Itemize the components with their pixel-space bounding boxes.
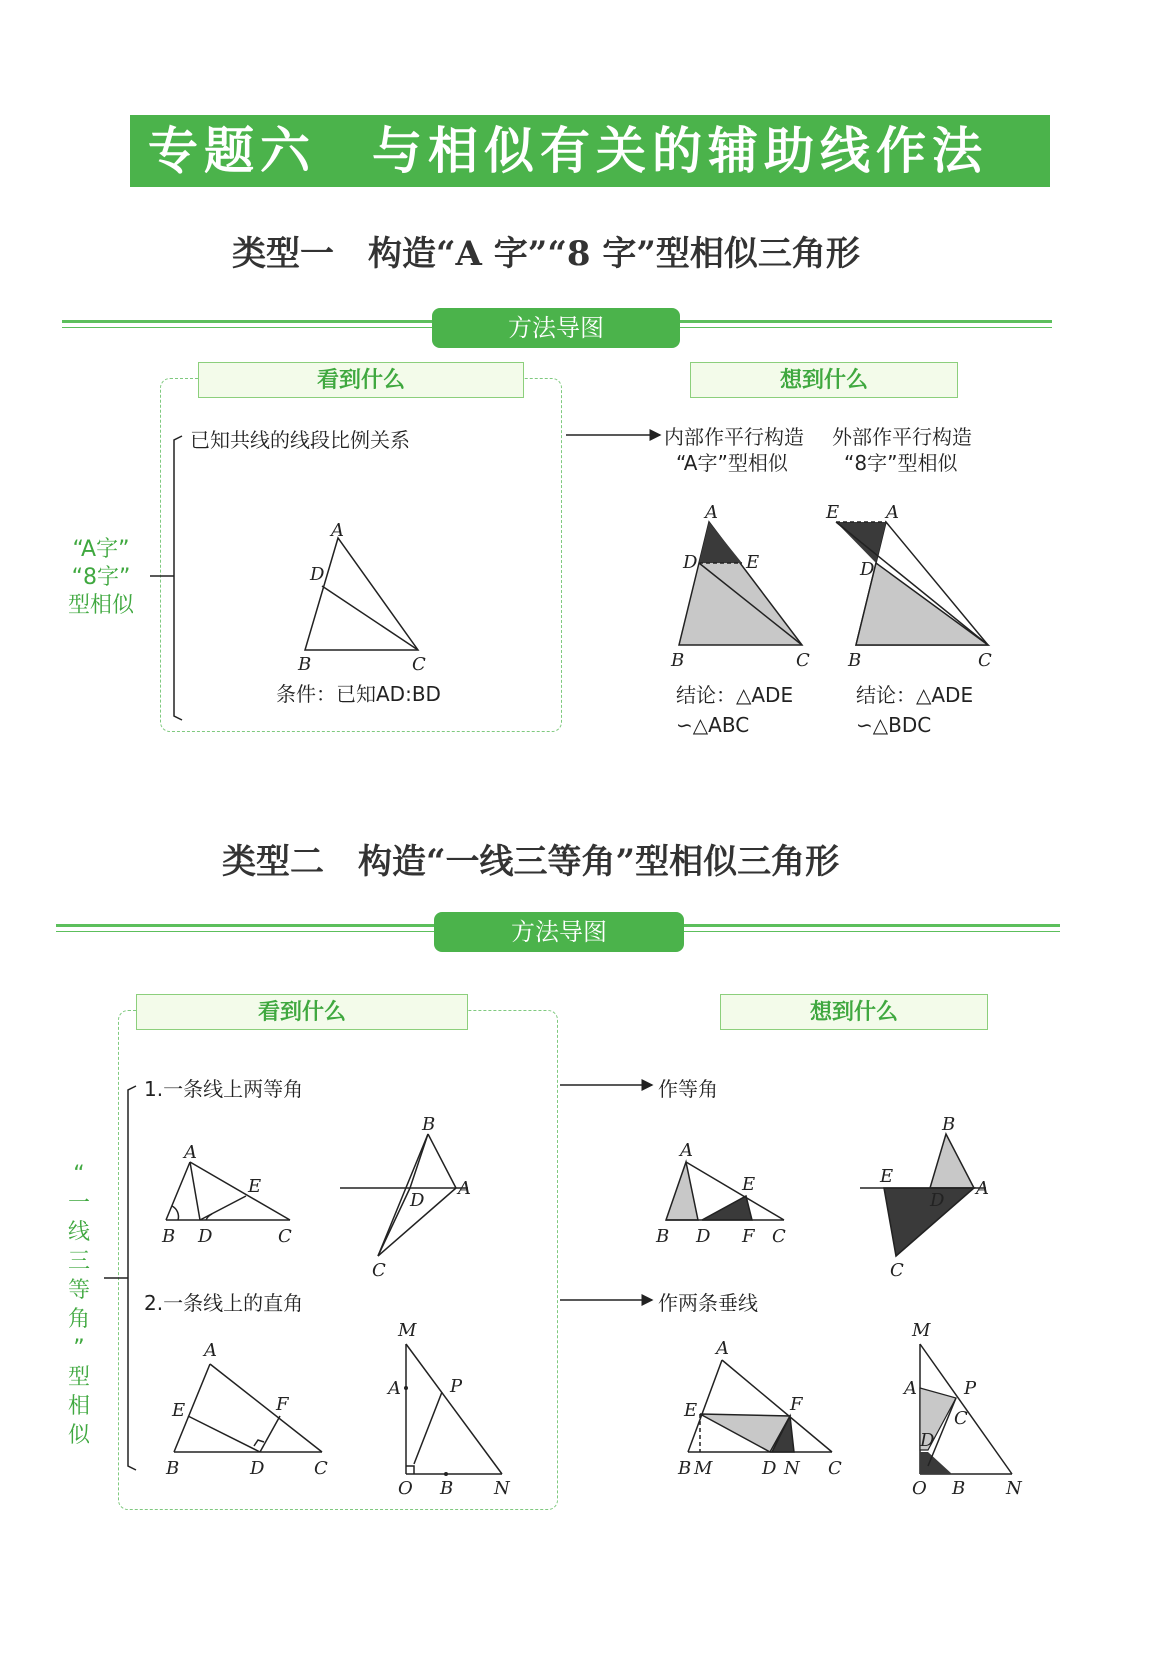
label-A: A [886,502,899,523]
label-D: D [198,1226,213,1247]
label-B: B [848,650,862,671]
label-M: M [694,1458,713,1479]
type1-condition-text: 已知共线的线段比例关系 [190,428,410,452]
label-D: D [930,1190,945,1211]
label-D: D [310,564,325,585]
label-F: F [790,1394,803,1415]
type2-fig-result-right-1 [688,1360,832,1452]
type2-item2-result: 作两条垂线 [658,1291,758,1315]
label-E: E [248,1176,262,1197]
type1-side-label: “A字” “8字” 型相似 [67,537,134,618]
label-E: E [880,1166,894,1187]
label-B: B [440,1478,454,1499]
label-D: D [762,1458,777,1479]
point-B [444,1472,448,1476]
label-A: A [458,1178,471,1199]
label-B: B [656,1226,670,1247]
label-D: D [696,1226,711,1247]
label-C: C [412,654,426,675]
label-B: B [952,1478,966,1499]
label-O: O [912,1478,927,1499]
type2-fig-equal-angles-1 [166,1162,290,1220]
label-A: A [716,1338,729,1359]
label-C: C [978,650,992,671]
type2-bracket [128,1086,136,1470]
type2-fig-equal-angles-2 [340,1134,468,1256]
type2-fig-result-1 [666,1162,784,1220]
label-C: C [278,1226,292,1247]
point-A [404,1386,408,1390]
label-B: B [942,1114,956,1135]
label-D: D [683,552,698,573]
label-A: A [976,1178,989,1199]
label-D: D [920,1430,935,1451]
label-B: B [678,1458,692,1479]
page-title: 专题六 与相似有关的辅助线作法 [130,115,1050,187]
label-B: B [162,1226,176,1247]
label-C: C [828,1458,842,1479]
type1-think-tag: 想到什么 [690,362,958,398]
label-D: D [860,559,875,580]
label-C: C [796,650,810,671]
label-A: A [388,1378,401,1399]
type1-result-a-conclusion: 结论：△ADE ∽△ABC [676,683,794,737]
type1-result-b-title: 外部作平行构造 “8字”型相似 [832,425,972,475]
label-C: C [314,1458,328,1479]
type2-side-label: “ 一 线 三 等 角 ” 型 相 似 [67,1162,90,1448]
type2-item2: 2.一条线上的直角 [144,1291,304,1315]
type1-condition-caption: 条件：已知AD:BD [276,682,441,706]
label-E: E [742,1174,756,1195]
type2-heading: 类型二 构造“一线三等角”型相似三角形 [222,842,840,882]
type1-result-a-title: 内部作平行构造 “A字”型相似 [664,425,804,475]
label-C: C [772,1226,786,1247]
label-A: A [680,1140,693,1161]
label-A: A [904,1378,917,1399]
type2-item1-result: 作等角 [658,1077,718,1101]
label-B: B [671,650,685,671]
type1-band-label: 方法导图 [432,308,680,348]
label-N: N [784,1458,800,1479]
type2-see-tag: 看到什么 [136,994,468,1030]
type2-band-label: 方法导图 [434,912,684,952]
label-F: F [742,1226,755,1247]
type1-result-b-conclusion: 结论：△ADE ∽△BDC [856,683,974,737]
label-A: A [705,502,718,523]
label-A: A [204,1340,217,1361]
label-C: C [890,1260,904,1281]
label-A: A [184,1142,197,1163]
label-M: M [912,1320,931,1341]
type2-fig-right-angle-2 [406,1344,502,1474]
label-D: D [250,1458,265,1479]
label-C: C [372,1260,386,1281]
type1-heading: 类型一 构造“A 字”“8 字”型相似三角形 [232,234,860,274]
label-A: A [331,520,344,541]
label-P: P [450,1376,463,1397]
label-N: N [494,1478,510,1499]
label-M: M [398,1320,417,1341]
label-E: E [826,502,840,523]
label-P: P [964,1378,977,1399]
label-E: E [172,1400,186,1421]
label-D: D [410,1190,425,1211]
label-B: B [166,1458,180,1479]
label-B: B [422,1114,436,1135]
type2-fig-right-angle-1 [174,1364,322,1452]
type2-fig-result-2 [860,1134,986,1256]
label-C: C [954,1408,968,1429]
label-E: E [746,552,760,573]
label-F: F [276,1394,289,1415]
type2-item1: 1.一条线上两等角 [144,1077,304,1101]
type2-think-tag: 想到什么 [720,994,988,1030]
label-N: N [1006,1478,1022,1499]
label-B: B [298,654,312,675]
type1-see-tag: 看到什么 [198,362,524,398]
label-E: E [684,1400,698,1421]
label-O: O [398,1478,413,1499]
